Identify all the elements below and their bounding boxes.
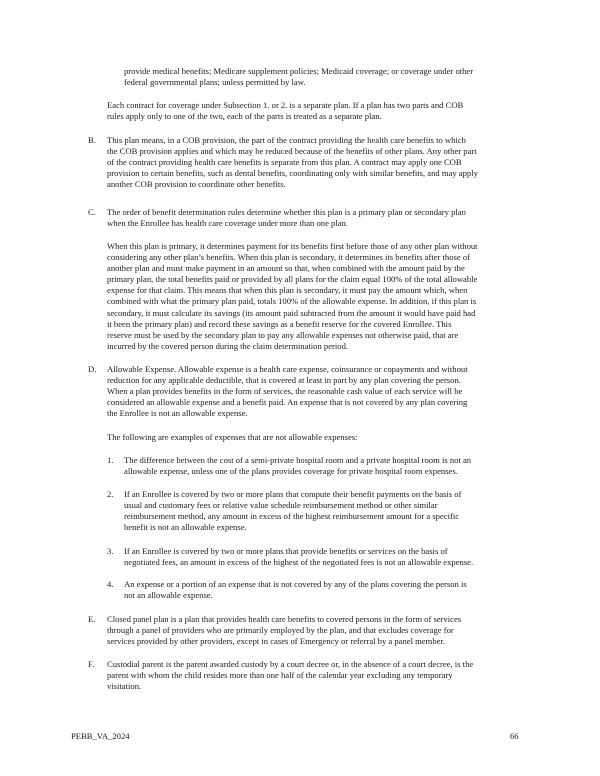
text-line: Custodial parent is the parent awarded custody by a court decree or, in the absence of a court decree, is the [107, 659, 474, 669]
text-line: If an Enrollee is covered by two or more plans that provide benefits or services on the basis of [124, 546, 448, 556]
text-line: rules apply only to one of the two, each of the parts is treated as a separate plan. [107, 111, 382, 122]
text-line: not an allowable expense. [124, 590, 213, 601]
each-contract-paragraph [107, 100, 463, 122]
text-line: it been the primary plan) and record these savings as a benefit reserve for the covered Enrollee. This [107, 318, 452, 329]
text-line: parent with whom the child resides more than one half of the calendar year excluding any temporary [107, 670, 453, 681]
section-c-paragraph [107, 207, 466, 229]
text-line: secondary, it must calculate its savings (its amount paid subtracted from the amount it would have paid had [107, 307, 476, 318]
text-line: The difference between the cost of a semi-private hospital room and a private hospital room is not an [124, 455, 472, 465]
text-line: Closed panel plan is a plan that provides health care benefits to covered persons in the form of services [107, 614, 462, 624]
text-line: Allowable Expense. Allowable expense is a health care expense, coinsurance or copayments and without [107, 364, 468, 374]
text-line: reduction for any applicable deductible, that is covered at least in part by any plan covering the person. [107, 375, 461, 386]
text-line: The order of benefit determination rules determine whether this plan is a primary plan or secondary plan [107, 207, 466, 217]
text-line: the COB provision applies and which may be reduced because of the benefits of other plans. Any other part [107, 146, 477, 157]
text-line: another COB provision to coordinate other benefits. [107, 179, 286, 190]
text-line: when the Enrollee has health care coverage under more than one plan. [107, 218, 348, 229]
text-line: benefit is not an allowable expense. [124, 522, 247, 533]
text-line: This plan means, in a COB provision, the part of the contract providing the health care benefits to which [107, 135, 466, 145]
continuation-paragraph [124, 66, 473, 88]
section-label-b: B. [88, 135, 96, 145]
text-line: expense for that claim. This means that when this plan is secondary, it must pay the amount which, when [107, 285, 468, 296]
list-number: 4. [107, 579, 114, 589]
text-line: incurred by the covered person during the claim determination period. [107, 340, 349, 351]
text-line: another plan and must make payment in an amount so that, when combined with the amount paid by the [107, 263, 465, 274]
text-line: through a panel of providers who are primarily employed by the plan, and that excludes coverage for [107, 625, 454, 636]
text-line: provide medical benefits; Medicare supplement policies; Medicaid coverage; or coverage under other [124, 66, 474, 76]
text-line: An expense or a portion of an expense that is not covered by any of the plans covering the person is [124, 579, 467, 589]
text-line: combined with what the primary plan paid, totals 100% of the allowable expense. In addition, if this plan is [107, 296, 477, 307]
section-label-e: E. [88, 614, 96, 624]
text-line: negotiated fees, an amount in excess of the highest of the negotiated fees is not an allowable expense. [124, 557, 474, 568]
section-d-intro: The following are examples of expenses that are not allowable expenses: [107, 432, 358, 442]
list-number: 2. [107, 489, 114, 499]
list-item [124, 455, 471, 477]
text-line: considering any other plan’s benefits. When this plan is secondary, it determines its benefits after those of [107, 252, 470, 263]
text-line: primary plan, the total benefits paid or provided by all plans for the claim equal 100% of the total allowable [107, 274, 478, 285]
section-b-paragraph [107, 135, 478, 190]
page-number: 66 [510, 731, 519, 741]
text-line: allowable expense, unless one of the plans provides coverage for private hospital room expenses. [124, 466, 458, 477]
section-d-paragraph [107, 364, 468, 419]
text-line: visitation. [107, 681, 142, 692]
list-item [124, 579, 467, 601]
text-line: federal governmental plans; unless permitted by law. [124, 77, 306, 88]
text-line: reserve must be used by the secondary plan to pay any allowable expenses not otherwise paid, that are [107, 329, 459, 340]
section-label-c: C. [88, 207, 96, 217]
text-line: considered an allowable expense and a benefit paid. An expense that is not covered by any plan covering [107, 397, 468, 408]
section-label-f: F. [88, 659, 95, 669]
list-item [124, 489, 461, 533]
footer-doc-id: PEBB_VA_2024 [71, 731, 130, 741]
text-line: If an Enrollee is covered by two or more plans that compute their benefit payments on the basis of [124, 489, 462, 499]
section-c-paragraph-2 [107, 241, 478, 352]
text-line: the Enrollee is not an allowable expense. [107, 408, 248, 419]
list-number: 1. [107, 455, 114, 465]
text-line: When this plan is primary, it determines payment for its benefits first before those of any other plan without [107, 241, 478, 251]
list-number: 3. [107, 546, 114, 556]
text-line: Each contract for coverage under Subsection 1. or 2. is a separate plan. If a plan has two parts and COB [107, 100, 464, 110]
text-line: reimbursement method, any amount in excess of the highest reimbursement amount for a specific [124, 511, 460, 522]
text-line: provision to certain benefits, such as dental benefits, coordinating only with similar benefits, and may apply [107, 168, 478, 179]
list-item [124, 546, 473, 568]
section-label-d: D. [88, 364, 97, 374]
text-line: services provided by other providers, except in cases of Emergency or referral by a panel member. [107, 636, 445, 647]
text-line: of the contract providing health care benefits is separate from this plan. A contract may apply one COB [107, 157, 462, 168]
text-line: usual and customary fees or relative value schedule reimbursement method or other similar [124, 500, 438, 511]
section-f-paragraph [107, 659, 473, 692]
text-line: When a plan provides benefits in the form of services, the reasonable cash value of each service will be [107, 386, 463, 397]
section-e-paragraph [107, 614, 461, 647]
